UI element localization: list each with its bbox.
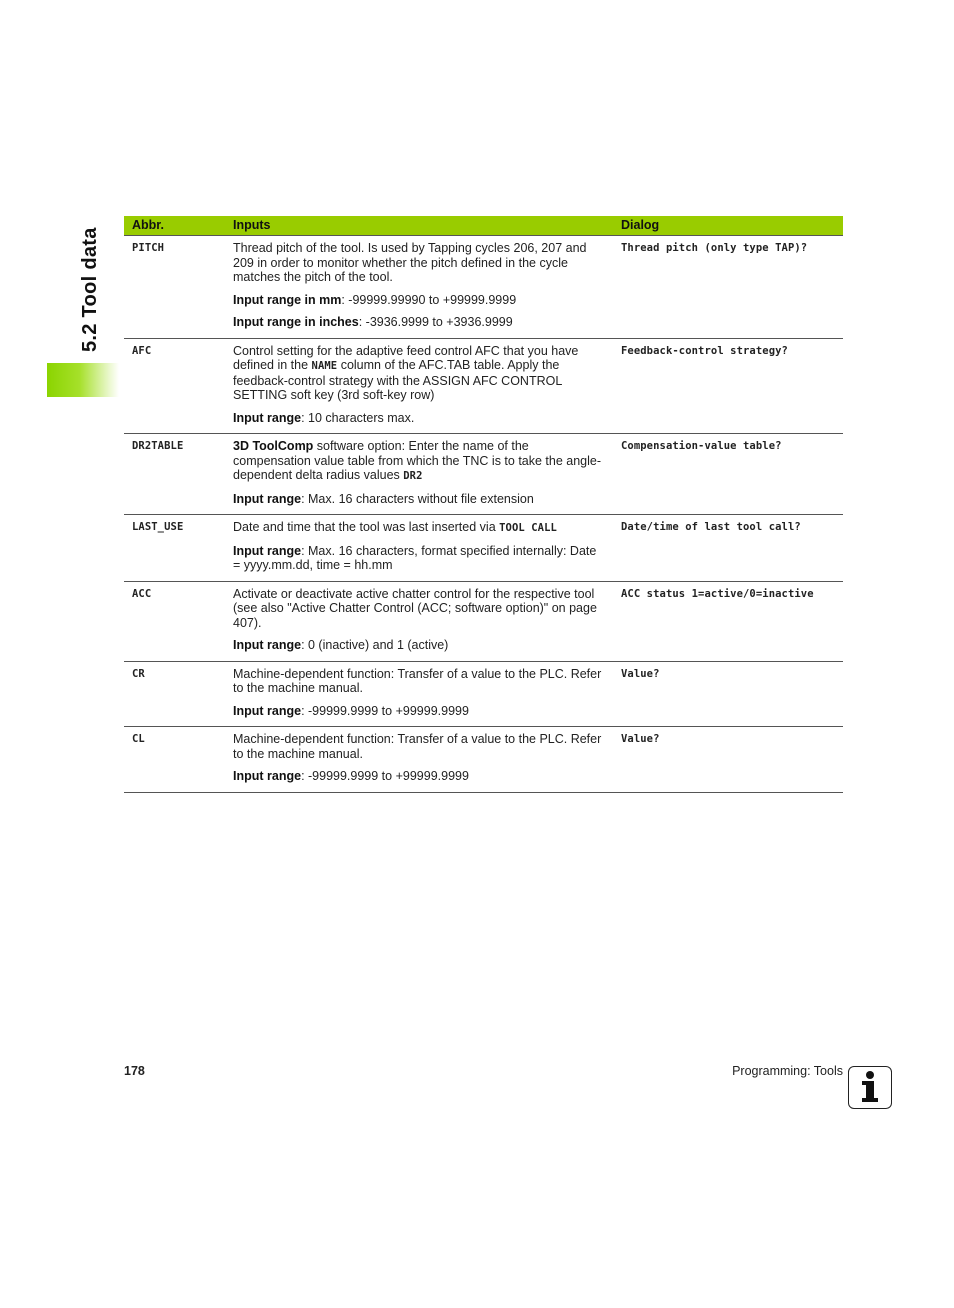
- range-value: : Max. 16 characters, format specified internally: Date = yyyy.mm.dd, time = hh.mm: [233, 543, 597, 572]
- range-label: Input range: [233, 491, 302, 506]
- description-text: column of the AFC.TAB table. Apply the feedback-control strategy with the ASSIGN AFC CONTROL SETTING soft key (3rd soft-key row): [233, 358, 562, 402]
- row-inputs: [225, 434, 613, 515]
- row-abbr: CR: [124, 661, 225, 727]
- row-abbr: PITCH: [124, 236, 225, 339]
- inline-code: DR2: [403, 470, 423, 482]
- row-input-range: [233, 315, 605, 330]
- row-input-range: [233, 769, 605, 784]
- row-input-range: [233, 492, 605, 507]
- inline-code: TOOL CALL: [499, 522, 557, 534]
- row-input-range: [233, 638, 605, 653]
- table-row: [124, 581, 843, 661]
- range-value: : -99999.9999 to +99999.9999: [301, 769, 469, 783]
- row-description: [233, 439, 605, 484]
- table-header-row: [124, 216, 843, 236]
- description-text: Control setting for the adaptive feed control AFC that you have defined in the: [233, 343, 579, 372]
- table-row: [124, 515, 843, 582]
- row-inputs: [225, 581, 613, 661]
- option-name: 3D ToolComp: [233, 439, 314, 453]
- range-label: Input range: [233, 543, 302, 558]
- row-inputs: [225, 338, 613, 434]
- row-description: Machine-dependent function: Transfer of a value to the PLC. Refer to the machine manual.: [233, 732, 602, 761]
- range-label: Input range in inches: [233, 315, 359, 329]
- range-value: : Max. 16 characters without file extension: [301, 491, 534, 506]
- info-glyph-icon: [849, 1067, 890, 1107]
- row-description: [233, 520, 605, 536]
- row-dialog: Value?: [613, 727, 843, 793]
- table-row: [124, 236, 843, 339]
- row-input-range: [233, 293, 605, 308]
- row-description: Machine-dependent function: Transfer of a value to the PLC. Refer to the machine manual.: [233, 666, 602, 695]
- row-description: [233, 344, 605, 403]
- row-abbr: DR2TABLE: [124, 434, 225, 515]
- row-dialog: ACC status 1=active/0=inactive: [613, 581, 843, 661]
- row-dialog: Thread pitch (only type TAP)?: [613, 236, 843, 339]
- range-label: Input range in mm: [233, 292, 342, 307]
- tool-data-table: [124, 216, 843, 793]
- description-text: Date and time that the tool was last inserted via: [233, 520, 500, 534]
- inline-code: NAME: [311, 360, 338, 372]
- section-tab-marker: [47, 363, 119, 397]
- row-abbr: LAST_USE: [124, 515, 225, 582]
- range-value: : -99999.99990 to +99999.9999: [341, 292, 517, 307]
- table-row: [124, 434, 843, 515]
- description-text: software option: Enter the name of the compensation value table from which the TNC is to take the angle-dependent delta radius values: [233, 439, 602, 482]
- range-label: Input range: [233, 410, 302, 425]
- range-value: : 10 characters max.: [301, 410, 415, 425]
- row-description: Thread pitch of the tool. Is used by Tapping cycles 206, 207 and 209 in order to monitor whether the pitch defined in the cycle matches the pitch of the tool.: [233, 241, 587, 284]
- range-value: : -99999.9999 to +99999.9999: [301, 703, 469, 718]
- row-abbr: CL: [124, 727, 225, 793]
- row-abbr: ACC: [124, 581, 225, 661]
- row-dialog: Value?: [613, 661, 843, 727]
- table-row: [124, 727, 843, 793]
- header-dialog: Dialog: [613, 216, 843, 236]
- row-abbr: AFC: [124, 338, 225, 434]
- header-inputs: Inputs: [225, 216, 613, 236]
- range-label: Input range: [233, 769, 302, 783]
- row-input-range: [233, 411, 605, 426]
- range-value: : 0 (inactive) and 1 (active): [301, 638, 449, 652]
- row-inputs: [225, 515, 613, 582]
- row-inputs: [225, 661, 613, 727]
- row-input-range: [233, 704, 605, 719]
- row-dialog: Compensation-value table?: [613, 434, 843, 515]
- table-row: [124, 661, 843, 727]
- info-icon: [848, 1066, 892, 1109]
- section-title: 5.2 Tool data: [79, 227, 101, 352]
- header-abbr: Abbr.: [124, 216, 225, 236]
- row-dialog: Feedback-control strategy?: [613, 338, 843, 434]
- range-label: Input range: [233, 703, 302, 718]
- row-inputs: [225, 236, 613, 339]
- range-value: : -3936.9999 to +3936.9999: [358, 315, 513, 329]
- page-number: 178: [124, 1064, 145, 1078]
- row-inputs: [225, 727, 613, 793]
- row-input-range: [233, 544, 605, 573]
- range-label: Input range: [233, 638, 302, 652]
- row-dialog: Date/time of last tool call?: [613, 515, 843, 582]
- table-row: [124, 338, 843, 434]
- footer-chapter-title: Programming: Tools: [732, 1064, 843, 1078]
- row-description: Activate or deactivate active chatter control for the respective tool (see also "Active Chatter Control (ACC; software option)" on page 407).: [233, 586, 597, 630]
